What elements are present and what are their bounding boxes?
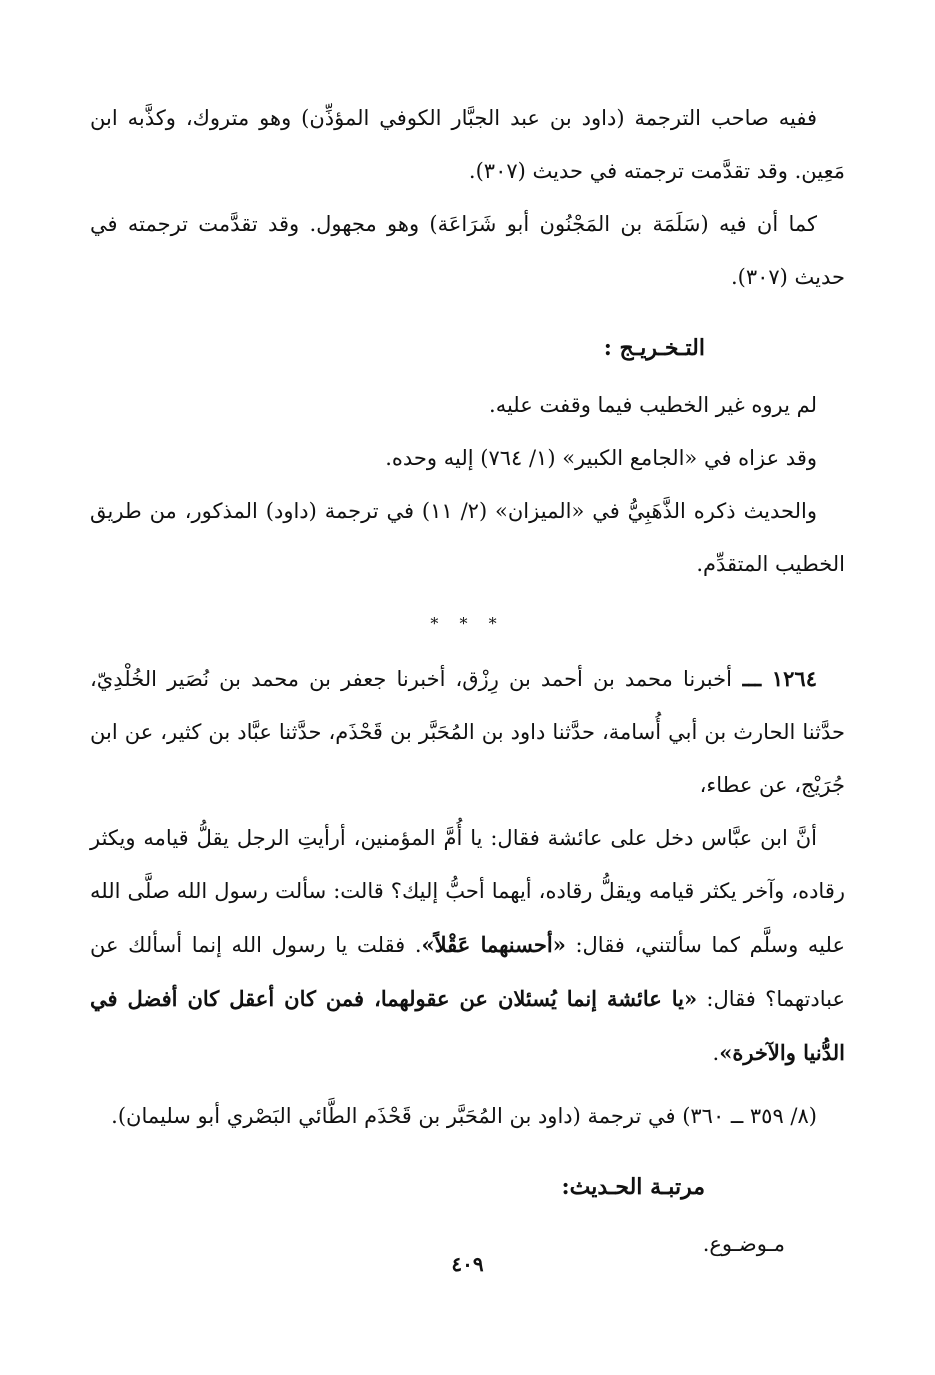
- matn-quote-2: «يا عائشة إنما يُسئلان عن عقولهما، فمن كان أعقل كان أفضل في الدُّنيا والآخرة»: [90, 986, 845, 1065]
- intro-paragraph-1: ففيه صاحب الترجمة (داود بن عبد الجبَّار الكوفي المؤذِّن) وهو متروك، وكذَّبه ابن مَعِين. وقد تقدَّمت ترجمته في حديث (٣٠٧).: [90, 106, 845, 183]
- hadith-isnad-text: أخبرنا محمد بن أحمد بن رِزْق، أخبرنا جعفر بن محمد بن نُصَير الخُلْدِيّ، حدَّثنا الحارث بن أبي أُسامة، حدَّثنا داود بن المُحَبَّر بن قَحْذَم، حدَّثنا عبَّاد بن كثير، عن ابن جُرَيْج، عن عطاء،: [90, 667, 845, 797]
- hadith-matn: [90, 812, 845, 1080]
- rank-verdict: مـوضـوع.: [702, 1232, 785, 1256]
- takhrij-paragraph-2: وقد عزاه في «الجامع الكبير» (١/ ٧٦٤) إليه وحده.: [385, 446, 817, 470]
- page-number: ٤٠٩: [451, 1252, 484, 1276]
- takhrij-paragraph-3: والحديث ذكره الذَّهَبِيُّ في «الميزان» (٢/ ١١) في ترجمة (داود) المذكور، من طريق الخطيب المتقدِّم.: [90, 499, 845, 576]
- section-separator: * * *: [430, 614, 505, 633]
- hadith-number: ١٢٦٤: [771, 666, 817, 691]
- hadith-dash: ـــ: [731, 666, 772, 691]
- rank-heading: مرتبـة الحـديث:: [561, 1174, 705, 1200]
- matn-quote-1: «أحسنهما عَقْلاً»: [421, 932, 566, 957]
- takhrij-paragraph-1: لم يروه غير الخطيب فيما وقفت عليه.: [489, 393, 817, 417]
- hadith-isnad: [90, 652, 845, 812]
- intro-paragraph-2: كما أن فيه (سَلَمَة بن المَجْنُون أبو شَرَاعَة) وهو مجهول. وقد تقدَّمت ترجمته في حديث (٣٠٧).: [90, 212, 845, 289]
- page-body: [90, 92, 845, 1271]
- matn-text-1: أنَّ ابن عبَّاس دخل على عائشة فقال: يا أُمَّ المؤمنين، أرأيتِ الرجل يقلُّ قيامه ويكثر رقاده، وآخر يكثر قيامه ويقلُّ رقاده، أيهما أحبُّ إليك؟ قالت: سألت رسول الله صلَّى الله عليه وسلَّم كما سألتني، فقال:: [90, 826, 845, 957]
- matn-text-2: . فقلت يا رسول الله إنما أسألك عن عبادتهما؟ فقال:: [90, 933, 845, 1011]
- takhrij-heading: التـخـريـج :: [603, 335, 705, 361]
- matn-end: .: [712, 1041, 720, 1065]
- source-reference: (٨/ ٣٥٩ ــ ٣٦٠) في ترجمة (داود بن المُحَبَّر بن قَحْذَم الطَّائي البَصْري أبو سليمان).: [111, 1104, 817, 1128]
